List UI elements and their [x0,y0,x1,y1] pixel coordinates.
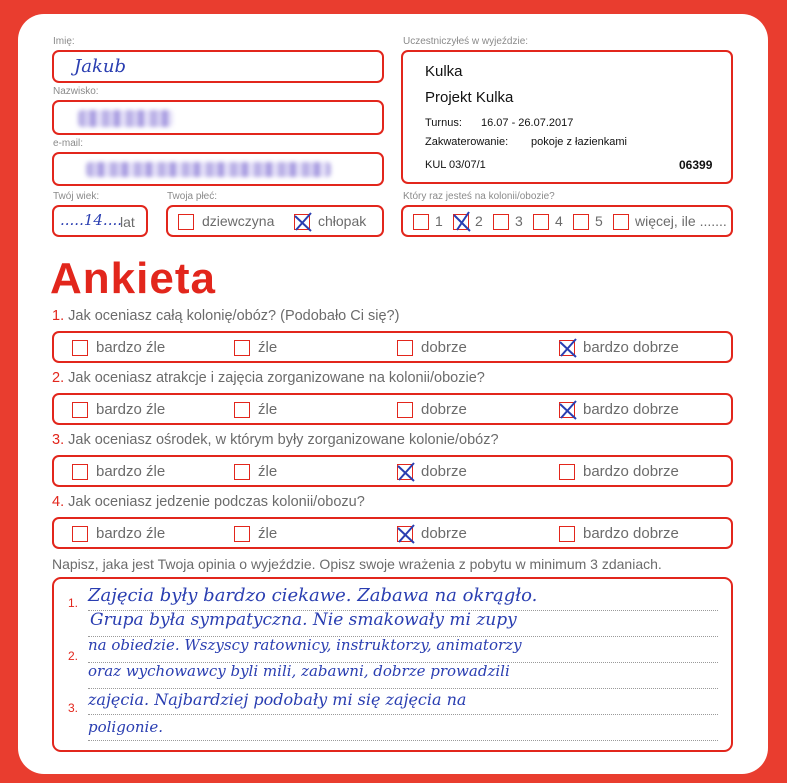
q4-good-label: dobrze [421,525,467,542]
question-number: 2. [52,370,65,386]
q2-good-label: dobrze [421,401,467,418]
times-more-label: więcej, ile ....... [635,213,727,229]
writing-line [88,740,718,741]
turnus-value: 16.07 - 26.07.2017 [481,117,574,129]
q2-very-good-checkbox[interactable] [559,402,575,418]
surname-label: Nazwisko: [53,86,99,97]
writing-line [88,714,718,715]
question-text: Jak oceniasz ośrodek, w którym były zorganizowane kolonie/obóz? [68,432,499,448]
turnus-label: Turnus: [425,117,462,129]
q2-bad-checkbox[interactable] [234,402,250,418]
participant-label: Uczestniczyłeś w wyjeździe: [403,36,529,47]
q2-good-checkbox[interactable] [397,402,413,418]
q4-very-bad-label: bardzo źle [96,525,166,542]
q3-very-good-label: bardzo dobrze [583,463,679,480]
q3-good-checkbox[interactable] [397,464,413,480]
email-label: e-mail: [53,138,84,149]
times-2-label: 2 [475,213,483,229]
q1-very-good-label: bardzo dobrze [583,339,679,356]
check-mark-icon [451,211,473,233]
opinion-line-6: poligonie. [88,718,163,736]
gender-boy-label: chłopak [318,213,367,229]
trip-project: Projekt Kulka [425,89,514,106]
question-text: Jak oceniasz całą kolonię/obóz? (Podobało Ci się?) [68,308,400,324]
survey-title: Ankieta [50,254,216,303]
trip-info-box [401,50,733,184]
times-3-label: 3 [515,213,523,229]
q3-very-good-checkbox[interactable] [559,464,575,480]
times-5-checkbox[interactable] [573,214,589,230]
question-2 [52,370,485,386]
question-number: 1. [52,308,65,324]
email-field[interactable] [52,152,384,186]
line-number-1: 1. [68,596,79,610]
opinion-prompt: Napisz, jaka jest Twoja opinia o wyjeździe. Opisz swoje wrażenia z pobytu w minimum 3 zdaniach. [52,556,662,572]
times-4-label: 4 [555,213,563,229]
question-text: Jak oceniasz atrakcje i zajęcia zorganizowane na kolonii/obozie? [68,370,485,386]
opinion-line-1: Zajęcia były bardzo ciekawe. Zabawa na okrągło. [88,585,538,606]
times-label: Który raz jesteś na kolonii/obozie? [403,191,555,202]
name-field[interactable] [52,50,384,83]
question-1 [52,308,399,324]
writing-line [88,688,718,689]
age-unit: lat [120,214,135,230]
times-1-checkbox[interactable] [413,214,429,230]
age-value: .....14.... [60,211,122,229]
line-number-3: 3. [68,701,79,715]
age-label: Twój wiek: [53,191,100,202]
q3-bad-label: źle [258,463,278,480]
question-4 [52,494,365,510]
answer-row-1 [52,331,733,363]
q3-bad-checkbox[interactable] [234,464,250,480]
q3-very-bad-label: bardzo źle [96,463,166,480]
answer-row-4 [52,517,733,549]
redacted-email [86,162,331,177]
opinion-line-5: zajęcia. Najbardziej podobały mi się zajęcia na [88,690,467,709]
q1-very-bad-label: bardzo źle [96,339,166,356]
opinion-line-4: oraz wychowawcy byli mili, zabawni, dobrze prowadzili [88,662,510,680]
question-number: 3. [52,432,65,448]
answer-row-3 [52,455,733,487]
q4-bad-checkbox[interactable] [234,526,250,542]
check-mark-icon [395,461,417,483]
gender-boy-checkbox[interactable] [294,214,310,230]
q1-bad-checkbox[interactable] [234,340,250,356]
q4-very-bad-checkbox[interactable] [72,526,88,542]
trip-code: KUL 03/07/1 [425,159,486,171]
question-3 [52,432,499,448]
times-4-checkbox[interactable] [533,214,549,230]
q1-very-bad-checkbox[interactable] [72,340,88,356]
q1-good-label: dobrze [421,339,467,356]
q1-good-checkbox[interactable] [397,340,413,356]
q2-very-good-label: bardzo dobrze [583,401,679,418]
q2-bad-label: źle [258,401,278,418]
accommodation-value: pokoje z łazienkami [531,136,627,148]
opinion-line-3: na obiedzie. Wszyscy ratownicy, instruktorzy, animatorzy [88,636,522,654]
check-mark-icon [292,211,314,233]
times-2-checkbox[interactable] [453,214,469,230]
gender-girl-checkbox[interactable] [178,214,194,230]
q2-very-bad-checkbox[interactable] [72,402,88,418]
gender-field [166,205,384,237]
gender-label: Twoja płeć: [167,191,218,202]
q4-very-good-label: bardzo dobrze [583,525,679,542]
check-mark-icon [395,523,417,545]
check-mark-icon [557,399,579,421]
q4-good-checkbox[interactable] [397,526,413,542]
q1-bad-label: źle [258,339,278,356]
times-3-checkbox[interactable] [493,214,509,230]
redacted-surname [78,110,173,127]
q4-bad-label: źle [258,525,278,542]
name-label: Imię: [53,36,75,47]
q3-good-label: dobrze [421,463,467,480]
times-field [401,205,733,237]
opinion-line-2: Grupa była sympatyczna. Nie smakowały mi zupy [90,610,517,630]
check-mark-icon [557,337,579,359]
name-value: Jakub [74,56,126,77]
accommodation-label: Zakwaterowanie: [425,136,509,148]
surname-field[interactable] [52,100,384,135]
gender-girl-label: dziewczyna [202,213,275,229]
question-text: Jak oceniasz jedzenie podczas kolonii/obozu? [68,494,365,510]
age-field[interactable] [52,205,148,237]
q3-very-bad-checkbox[interactable] [72,464,88,480]
times-5-label: 5 [595,213,603,229]
times-1-label: 1 [435,213,443,229]
times-more-checkbox[interactable] [613,214,629,230]
q4-very-good-checkbox[interactable] [559,526,575,542]
answer-row-2 [52,393,733,425]
q2-very-bad-label: bardzo źle [96,401,166,418]
question-number: 4. [52,494,65,510]
q1-very-good-checkbox[interactable] [559,340,575,356]
line-number-2: 2. [68,649,79,663]
trip-number: 06399 [679,158,713,172]
trip-name: Kulka [425,63,463,80]
